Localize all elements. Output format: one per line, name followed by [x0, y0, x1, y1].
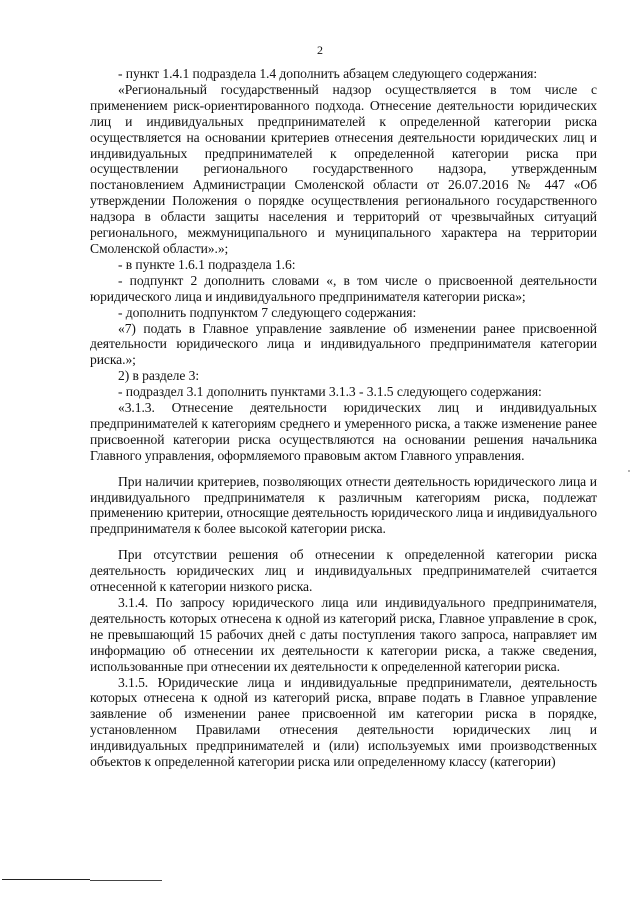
paragraph-3-1-5: 3.1.5. Юридические лица и индивидуальные предприниматели, деятельность которых отнесена к одной из категорий риска, вправе подать в Главное управление заявление об изменении ранее присвоенной им категории риска в порядке, установленном Правилами отнесения деятельности юридических лиц и индивидуальных предпринимателей и (или) используемых ими производственных объектов к определенной категории риска или определенному классу (категории)	[90, 674, 597, 770]
paragraph-section-3: 2) в разделе 3:	[118, 368, 200, 384]
paragraph-add-subpoint-7: - дополнить подпунктом 7 следующего содержания:	[118, 304, 417, 320]
footer-rule-secondary	[90, 880, 162, 881]
document-body	[90, 66, 597, 770]
paragraph-subpoint-2: - подпункт 2 дополнить словами «, в том числе о присвоенной деятельности юридического лица и индивидуального предпринимателя категории риска»;	[90, 272, 597, 304]
footer-rule	[2, 879, 90, 880]
paragraph-low-risk-default: При отсутствии решения об отнесении к определенной категории риска деятельность юридических лиц и индивидуальных предпринимателей считается отнесенной к категории низкого риска.	[90, 547, 597, 595]
paragraph-regional-supervision: «Региональный государственный надзор осуществляется в том числе с применением риск-ориентированного подхода. Отнесение деятельности юридических лиц и индивидуальных предпринимателей к определенной категории риска осуществляется на основании критериев отнесения деятельности юридических лиц и индивидуальных предпринимателей к определенной категории риска при осуществлении регионального государственного надзора, утвержденным постановлением Администрации Смоленской области от 26.07.2016 № 447 «Об утверждении Положения о порядке осуществления регионального государственного надзора в области защиты населения и территорий от чрезвычайных ситуаций регионального, межмуниципального и муниципального характера на территории Смоленской области».»;	[90, 81, 597, 256]
paragraph-amend-1-6-1: - в пункте 1.6.1 подраздела 1.6:	[118, 256, 296, 272]
paragraph-criteria-higher-risk: При наличии критериев, позволяющих отнести деятельность юридического лица и индивидуального предпринимателя к различным категориям риска, подлежат применению критерии, относящие деятельность юридического лица и индивидуального предпринимателя к более высокой категории риска.	[90, 473, 597, 537]
paragraph-3-1-3: «3.1.3. Отнесение деятельности юридических лиц и индивидуальных предпринимателей к категориям среднего и умеренного риска, а также изменение ранее присвоенной категории риска осуществляются на основании решения начальника Главного управления, оформляемого правовым актом Главного управления.	[90, 400, 597, 463]
scan-artifact	[628, 470, 630, 472]
paragraph-subpoint-7-text: «7) подать в Главное управление заявление об изменении ранее присвоенной деятельности юридического лица и индивидуального предпринимателя категории риска.»;	[90, 320, 597, 368]
page-number: 2	[317, 43, 323, 57]
paragraph-amend-1-4-1: - пункт 1.4.1 подраздела 1.4 дополнить абзацем следующего содержания:	[118, 66, 538, 81]
paragraph-add-3-1-3-to-3-1-5: - подраздел 3.1 дополнить пунктами 3.1.3 - 3.1.5 следующего содержания:	[118, 384, 542, 400]
paragraph-3-1-4: 3.1.4. По запросу юридического лица или индивидуального предпринимателя, деятельность которых отнесена к одной из категорий риска, Главное управление в срок, не превышающий 15 рабочих дней с даты поступления такого запроса, направляет им информацию об отнесении их деятельности к категории риска, а также сведения, использованные при отнесении их деятельности к определенной категории риска.	[90, 595, 597, 674]
